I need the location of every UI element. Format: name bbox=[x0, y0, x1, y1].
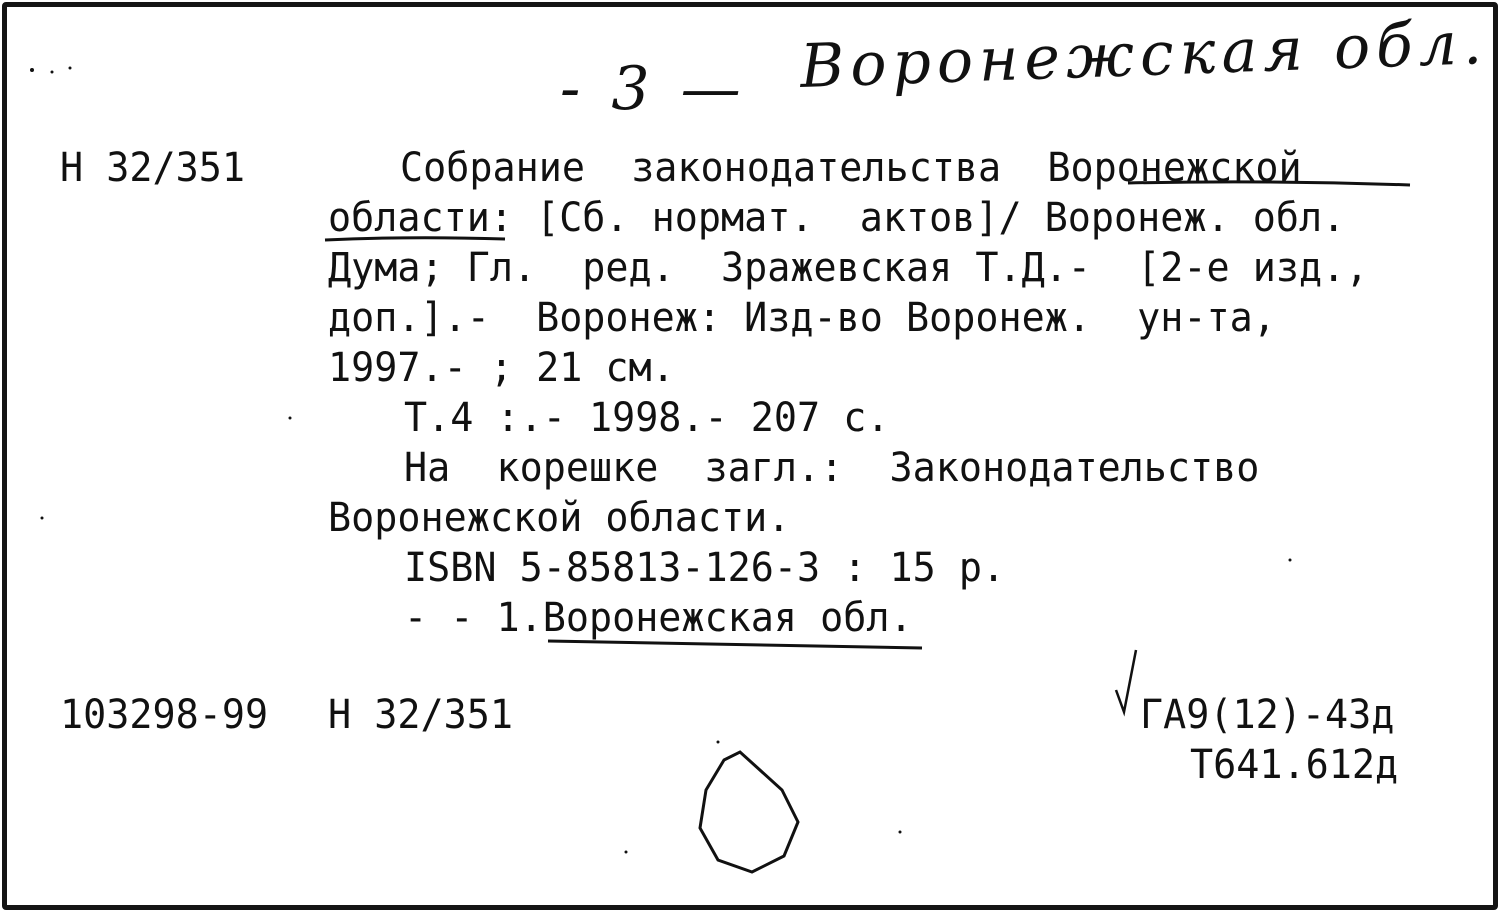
spine-note-line-1: На корешке загл.: Законодательство bbox=[404, 445, 1260, 491]
volume-line: Т.4 :.- 1998.- 207 с. bbox=[404, 395, 890, 441]
entry-line-3: Дума; Гл. ред. Зражевская Т.Д.- [2-е изд., bbox=[328, 245, 1369, 291]
entry-line-5: 1997.- ; 21 см. bbox=[328, 345, 675, 391]
entry-line-4: доп.].- Воронеж: Изд-во Воронеж. ун-та, bbox=[328, 295, 1276, 341]
spine-note-line-2: Воронежской области. bbox=[328, 495, 791, 541]
handwritten-card-number: - 3 — bbox=[560, 54, 747, 124]
entry-line-1: Собрание законодательства Воронежской bbox=[400, 145, 1302, 191]
handwritten-region-note: Воронежская обл. bbox=[798, 8, 1490, 102]
isbn-line: ISBN 5-85813-126-3 : 15 р. bbox=[404, 545, 1006, 591]
subject-heading: - - 1.Воронежская обл. bbox=[404, 595, 913, 641]
shelf-mark: Н 32/351 bbox=[60, 145, 245, 191]
entry-line-2: области: [Сб. нормат. актов]/ Воронеж. обл. bbox=[328, 195, 1346, 241]
footer-shelf-mark: Н 32/351 bbox=[328, 692, 513, 738]
class-code-2: Т641.612д bbox=[1190, 742, 1399, 788]
inventory-number: 103298-99 bbox=[60, 692, 269, 738]
class-code-1: ГА9(12)-43д bbox=[1140, 692, 1395, 738]
